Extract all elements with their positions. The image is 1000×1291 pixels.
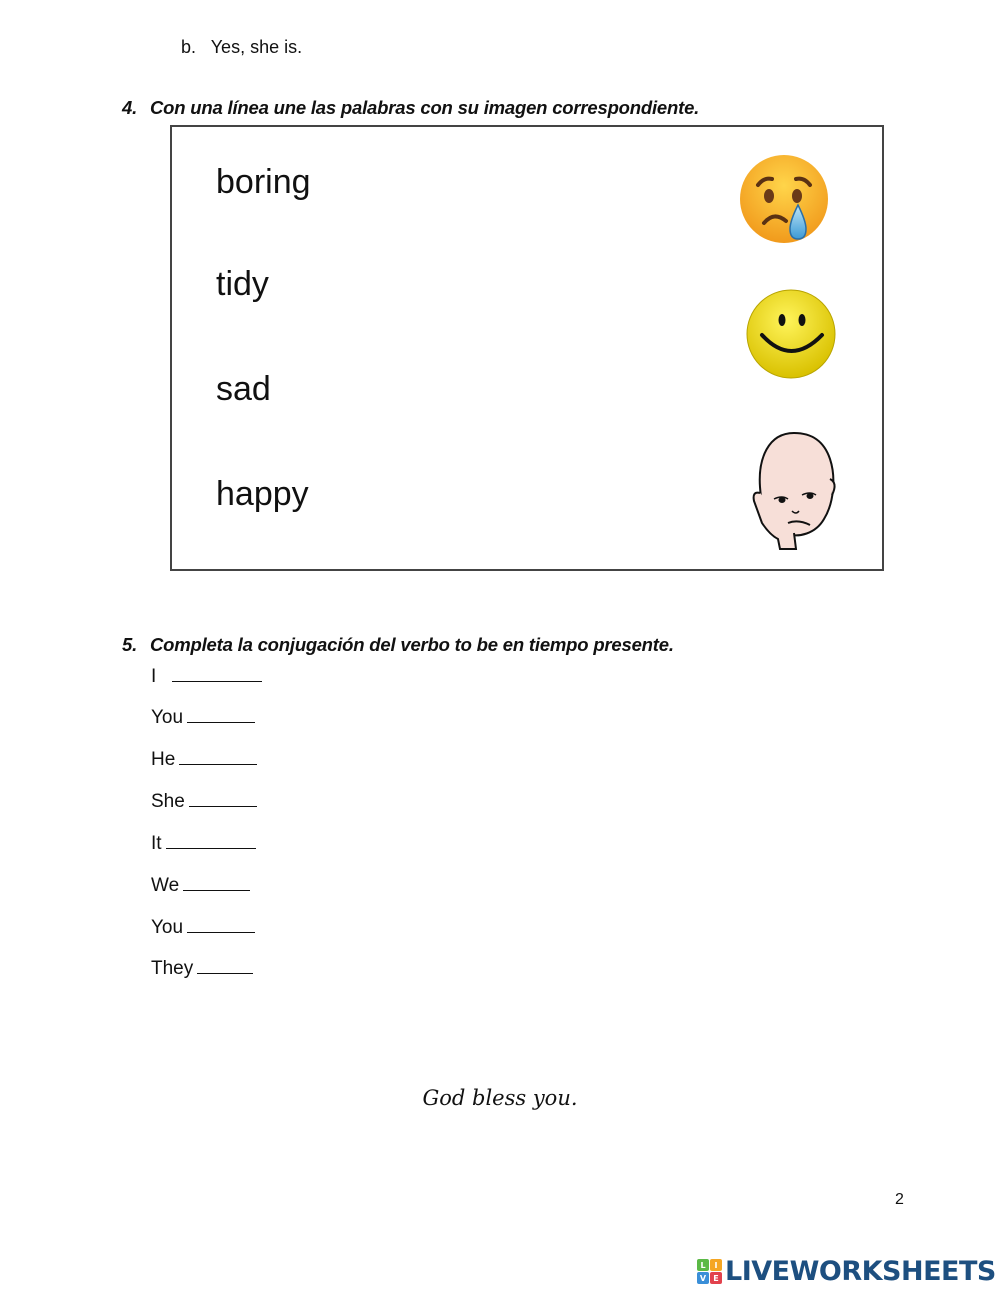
answer-text: Yes, she is.	[210, 37, 303, 57]
brand-name: LIVEWORKSHEETS	[725, 1256, 996, 1287]
closing-text: God bless you.	[422, 1086, 578, 1110]
pronoun: They	[151, 958, 194, 979]
conjugation-row-you	[151, 707, 255, 729]
answer-blank[interactable]	[172, 667, 262, 682]
answer-blank[interactable]	[187, 918, 255, 933]
conjugation-row-i	[151, 666, 262, 688]
answer-label: b.	[181, 37, 197, 57]
answer-blank[interactable]	[189, 792, 257, 807]
page-number: 2	[895, 1191, 904, 1208]
conjugation-row-it	[151, 833, 256, 855]
question-number: 5.	[122, 634, 138, 655]
match-word-boring[interactable]: boring	[216, 163, 311, 201]
match-word-tidy[interactable]: tidy	[216, 265, 269, 303]
answer-blank[interactable]	[183, 876, 250, 891]
liveworksheets-logo	[697, 1256, 996, 1287]
conjugation-row-they	[151, 958, 253, 980]
tile-i: I	[710, 1259, 722, 1271]
pronoun: It	[151, 833, 162, 854]
pronoun: He	[151, 749, 176, 770]
smiley-face-icon[interactable]	[744, 287, 838, 381]
question-5-title	[122, 634, 674, 656]
tile-e: E	[710, 1272, 722, 1284]
pronoun: You	[151, 707, 184, 728]
tile-v: V	[697, 1272, 709, 1284]
conjugation-row-you-plural	[151, 917, 255, 939]
answer-blank[interactable]	[166, 834, 256, 849]
pronoun: She	[151, 791, 185, 812]
tile-l: L	[697, 1259, 709, 1271]
pronoun: We	[151, 875, 180, 896]
live-tiles-icon	[697, 1259, 722, 1284]
conjugation-row-she	[151, 791, 257, 813]
previous-answer	[181, 37, 302, 58]
pronoun: You	[151, 917, 184, 938]
matching-box	[170, 125, 884, 571]
bored-face-icon[interactable]	[744, 429, 844, 553]
conjugation-row-we	[151, 875, 250, 897]
match-word-sad[interactable]: sad	[216, 370, 271, 408]
conjugation-row-he	[151, 749, 257, 771]
answer-blank[interactable]	[179, 750, 257, 765]
question-text: Completa la conjugación del verbo to be en tiempo presente.	[150, 634, 674, 655]
question-4-title	[122, 97, 699, 119]
pronoun: I	[151, 666, 157, 687]
question-text: Con una línea une las palabras con su imagen correspondiente.	[150, 97, 700, 118]
answer-blank[interactable]	[197, 959, 253, 974]
answer-blank[interactable]	[187, 708, 255, 723]
match-word-happy[interactable]: happy	[216, 475, 309, 513]
crying-face-icon[interactable]	[736, 151, 832, 247]
question-number: 4.	[122, 97, 138, 118]
